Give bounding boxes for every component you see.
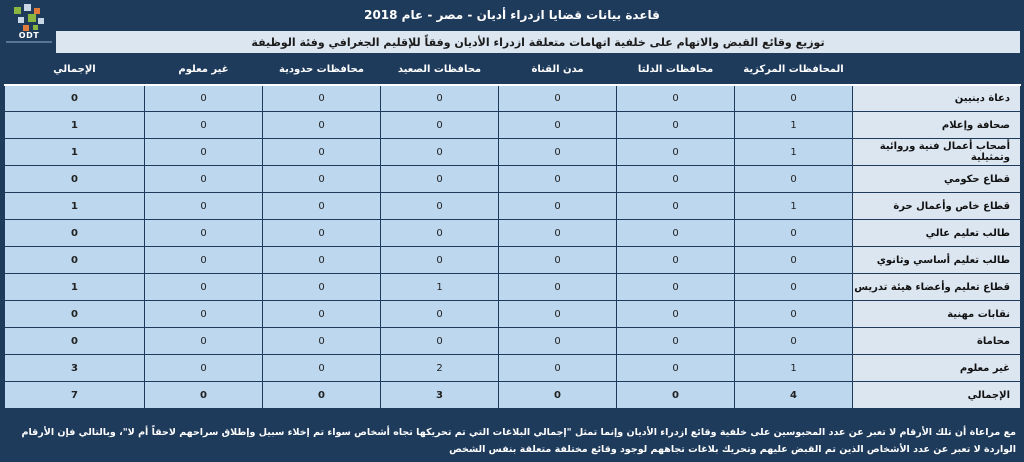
table-cell: 0 — [499, 112, 617, 139]
table-row — [5, 193, 1021, 220]
table-row — [5, 382, 1021, 409]
row-total-cell: 0 — [5, 247, 145, 274]
row-total-cell: 1 — [5, 112, 145, 139]
table-cell: 2 — [381, 355, 499, 382]
table-cell: 0 — [381, 193, 499, 220]
table-cell: 0 — [145, 85, 263, 112]
column-header: محافظات الدلتا — [617, 55, 735, 85]
row-label: طالب تعليم عالي — [853, 220, 1021, 247]
table-cell: 0 — [735, 247, 853, 274]
row-label: صحافة وإعلام — [853, 112, 1021, 139]
page-title: قاعدة بيانات قضايا ازدراء أديان - مصر - عام 2018 — [0, 0, 1024, 30]
table-cell: 0 — [499, 301, 617, 328]
table-cell: 0 — [735, 85, 853, 112]
table-cell: 0 — [263, 85, 381, 112]
table-cell: 0 — [263, 247, 381, 274]
table-cell: 0 — [263, 355, 381, 382]
table-row — [5, 301, 1021, 328]
table-cell: 0 — [145, 247, 263, 274]
row-label: طالب تعليم أساسي وثانوي — [853, 247, 1021, 274]
row-total-cell: 0 — [5, 166, 145, 193]
odt-logo — [6, 3, 52, 47]
footnote: مع مراعاة أن تلك الأرقام لا تعبر عن عدد المحبوسين على خلفية وقائع ازدراء الأديان وإنما تمثل "إجمالي البلاغات التي تم تحريكها تجاه أشخاص سواء تم إخلاء سبيل وإطلاق سراحهم لاحقاً أم لا"، وبالتالي فإن الأرقام الواردة لا تعبر عن عدد الأشخاص الذين تم القبض عليهم وتحريك بلاغات تجاههم لوجود وقائع مختلفة متعلقة بنفس الشخص — [0, 422, 1024, 462]
column-header: محافظات حدودية — [263, 55, 381, 85]
table-cell: 0 — [263, 301, 381, 328]
row-total-cell: 0 — [5, 85, 145, 112]
table-cell: 0 — [145, 112, 263, 139]
row-total-cell: 0 — [5, 301, 145, 328]
table-cell: 0 — [263, 112, 381, 139]
column-header: غير معلوم — [145, 55, 263, 85]
table-cell: 0 — [145, 220, 263, 247]
table-header — [5, 55, 1021, 85]
table-cell: 0 — [617, 355, 735, 382]
table-cell: 0 — [145, 193, 263, 220]
table-cell: 0 — [617, 328, 735, 355]
logo-underline — [6, 41, 52, 43]
table-cell: 0 — [263, 139, 381, 166]
table-cell: 0 — [499, 220, 617, 247]
table-cell: 0 — [145, 166, 263, 193]
row-total-cell: 0 — [5, 328, 145, 355]
table-cell: 0 — [735, 166, 853, 193]
table-cell: 3 — [381, 382, 499, 409]
table-cell: 0 — [499, 139, 617, 166]
table-cell: 1 — [735, 112, 853, 139]
column-header: محافظات الصعيد — [381, 55, 499, 85]
table-row — [5, 139, 1021, 166]
table-cell: 0 — [617, 112, 735, 139]
column-header: الإجمالي — [5, 55, 145, 85]
table-body — [5, 85, 1021, 409]
column-header: مدن القناة — [499, 55, 617, 85]
table-cell: 0 — [617, 193, 735, 220]
table-cell: 0 — [381, 220, 499, 247]
row-label: قطاع خاص وأعمال حرة — [853, 193, 1021, 220]
header-corner — [853, 55, 1021, 85]
table-cell: 0 — [263, 328, 381, 355]
table-cell: 0 — [617, 274, 735, 301]
row-label: دعاة دينيين — [853, 85, 1021, 112]
table-cell: 0 — [735, 301, 853, 328]
table-cell: 4 — [735, 382, 853, 409]
data-table — [4, 54, 1021, 409]
table-cell: 0 — [381, 247, 499, 274]
table-cell: 0 — [145, 301, 263, 328]
row-label: الإجمالي — [853, 382, 1021, 409]
table-cell: 0 — [381, 112, 499, 139]
table-cell: 0 — [617, 220, 735, 247]
table-cell: 0 — [145, 382, 263, 409]
table-cell: 0 — [499, 193, 617, 220]
table-cell: 0 — [499, 382, 617, 409]
row-total-cell: 1 — [5, 193, 145, 220]
row-total-cell: 0 — [5, 220, 145, 247]
row-label: محاماة — [853, 328, 1021, 355]
table-cell: 0 — [735, 328, 853, 355]
table-cell: 0 — [145, 355, 263, 382]
row-total-cell: 1 — [5, 274, 145, 301]
table-row — [5, 85, 1021, 112]
table-cell: 0 — [617, 139, 735, 166]
row-label: قطاع تعليم وأعضاء هيئة تدريس — [853, 274, 1021, 301]
table-cell: 0 — [263, 193, 381, 220]
row-total-cell: 7 — [5, 382, 145, 409]
table-cell: 0 — [499, 166, 617, 193]
table-cell: 1 — [381, 274, 499, 301]
table-cell: 0 — [499, 355, 617, 382]
table-cell: 0 — [499, 328, 617, 355]
table-cell: 0 — [735, 220, 853, 247]
table-cell: 0 — [617, 247, 735, 274]
row-total-cell: 3 — [5, 355, 145, 382]
header-row — [5, 55, 1021, 85]
table-cell: 0 — [381, 301, 499, 328]
table-row — [5, 274, 1021, 301]
table-row — [5, 220, 1021, 247]
table-cell: 0 — [263, 382, 381, 409]
logo-graphic-icon — [12, 3, 46, 33]
table-cell: 0 — [381, 166, 499, 193]
table-cell: 0 — [499, 274, 617, 301]
table-cell: 0 — [499, 85, 617, 112]
table-cell: 0 — [617, 85, 735, 112]
table-cell: 0 — [617, 301, 735, 328]
table-cell: 0 — [617, 382, 735, 409]
table-cell: 0 — [145, 274, 263, 301]
table-row — [5, 166, 1021, 193]
table-row — [5, 247, 1021, 274]
table-cell: 1 — [735, 193, 853, 220]
table-subtitle: توزيع وقائع القبض والاتهام على خلفية اتهامات متعلقة ازدراء الأديان وفقاً للإقليم الجغرافي وفئة الوظيفة — [56, 31, 1020, 53]
table-cell: 0 — [263, 220, 381, 247]
row-label: نقابات مهنية — [853, 301, 1021, 328]
row-label: أصحاب أعمال فنية وروائية وتمثيلية — [853, 139, 1021, 166]
table-cell: 0 — [381, 328, 499, 355]
table-cell: 0 — [499, 247, 617, 274]
logo-text: ODT — [18, 31, 40, 40]
table-row — [5, 355, 1021, 382]
row-label: قطاع حكومي — [853, 166, 1021, 193]
table-cell: 0 — [263, 274, 381, 301]
table-cell: 0 — [735, 274, 853, 301]
table-cell: 0 — [145, 139, 263, 166]
row-total-cell: 1 — [5, 139, 145, 166]
table-cell: 0 — [381, 139, 499, 166]
table-cell: 0 — [381, 85, 499, 112]
table-cell: 1 — [735, 355, 853, 382]
table-cell: 0 — [263, 166, 381, 193]
table-row — [5, 112, 1021, 139]
row-label: غير معلوم — [853, 355, 1021, 382]
column-header: المحافظات المركزية — [735, 55, 853, 85]
table-row — [5, 328, 1021, 355]
table-cell: 1 — [735, 139, 853, 166]
table-cell: 0 — [145, 328, 263, 355]
table-cell: 0 — [617, 166, 735, 193]
